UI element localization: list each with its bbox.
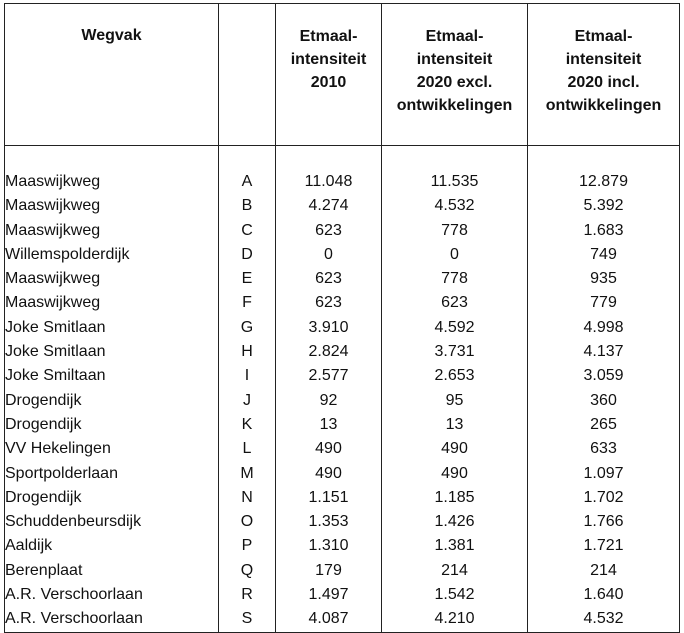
cell-2020-incl: 4.998 (528, 316, 680, 340)
cell-road: Drogendijk (5, 413, 219, 437)
cell-road: Joke Smiltaan (5, 364, 219, 388)
header-2020-excl-line: ontwikkelingen (396, 97, 513, 114)
cell-2010: 1.151 (276, 486, 382, 510)
header-2020-excl-line: intensiteit (416, 51, 493, 68)
cell-2020-excl: 4.592 (382, 316, 528, 340)
header-2020-incl-line: 2020 incl. (567, 74, 640, 91)
cell-2020-excl: 1.542 (382, 583, 528, 607)
cell-2020-excl: 1.185 (382, 486, 528, 510)
table-row (5, 534, 680, 558)
cell-road: Maaswijkweg (5, 170, 219, 194)
cell-code: E (219, 267, 276, 291)
cell-code: B (219, 194, 276, 218)
table-row (5, 243, 680, 267)
cell-code: L (219, 437, 276, 461)
cell-road: Sportpolderlaan (5, 462, 219, 486)
cell-2020-incl: 633 (528, 437, 680, 461)
cell-code: M (219, 462, 276, 486)
cell-code: I (219, 364, 276, 388)
cell-2020-incl: 4.532 (528, 607, 680, 632)
cell-2020-incl: 1.721 (528, 534, 680, 558)
table-row (5, 194, 680, 218)
header-2020-incl (528, 4, 680, 146)
cell-2020-incl: 1.640 (528, 583, 680, 607)
cell-2020-excl: 2.653 (382, 364, 528, 388)
cell-road: A.R. Verschoorlaan (5, 583, 219, 607)
cell-code: D (219, 243, 276, 267)
cell-2020-incl: 1.097 (528, 462, 680, 486)
header-row (5, 4, 680, 146)
cell-2020-excl: 4.532 (382, 194, 528, 218)
cell-2020-excl: 1.381 (382, 534, 528, 558)
spacer-cell (528, 146, 680, 171)
cell-code: R (219, 583, 276, 607)
cell-2010: 0 (276, 243, 382, 267)
table-row (5, 413, 680, 437)
cell-2020-excl: 3.731 (382, 340, 528, 364)
header-2020-excl (382, 4, 528, 146)
cell-2020-excl: 214 (382, 559, 528, 583)
cell-2020-incl: 749 (528, 243, 680, 267)
cell-2020-excl: 1.426 (382, 510, 528, 534)
cell-2010: 2.824 (276, 340, 382, 364)
cell-road: Maaswijkweg (5, 219, 219, 243)
cell-code: J (219, 389, 276, 413)
cell-code: H (219, 340, 276, 364)
cell-2010: 623 (276, 219, 382, 243)
cell-2020-excl: 490 (382, 437, 528, 461)
cell-code: A (219, 170, 276, 194)
spacer-cell (382, 146, 528, 171)
cell-road: Schuddenbeursdijk (5, 510, 219, 534)
cell-2020-incl: 779 (528, 291, 680, 315)
table-body (5, 146, 680, 633)
cell-2020-incl: 265 (528, 413, 680, 437)
table-row (5, 219, 680, 243)
cell-code: C (219, 219, 276, 243)
table-row (5, 291, 680, 315)
cell-2020-excl: 0 (382, 243, 528, 267)
header-2010-line: 2010 (310, 74, 347, 91)
table-header (5, 4, 680, 146)
table-row (5, 437, 680, 461)
header-2010 (276, 4, 382, 146)
spacer-cell (219, 146, 276, 171)
table-row (5, 340, 680, 364)
cell-2020-excl: 778 (382, 267, 528, 291)
header-2020-incl-line: ontwikkelingen (545, 97, 662, 114)
cell-road: Joke Smitlaan (5, 340, 219, 364)
cell-2010: 1.353 (276, 510, 382, 534)
spacer-cell (276, 146, 382, 171)
cell-2020-excl: 778 (382, 219, 528, 243)
header-code (219, 4, 276, 146)
spacer-row (5, 146, 680, 171)
cell-code: S (219, 607, 276, 632)
cell-code: O (219, 510, 276, 534)
cell-2020-excl: 4.210 (382, 607, 528, 632)
cell-2010: 1.310 (276, 534, 382, 558)
table-row (5, 267, 680, 291)
header-2010-line: intensiteit (290, 51, 367, 68)
cell-code: Q (219, 559, 276, 583)
cell-road: Willemspolderdijk (5, 243, 219, 267)
cell-2010: 92 (276, 389, 382, 413)
cell-road: Berenplaat (5, 559, 219, 583)
cell-code: F (219, 291, 276, 315)
cell-2020-excl: 11.535 (382, 170, 528, 194)
cell-road: Maaswijkweg (5, 291, 219, 315)
cell-road: Maaswijkweg (5, 194, 219, 218)
cell-2010: 2.577 (276, 364, 382, 388)
header-2020-excl-line: 2020 excl. (416, 74, 493, 91)
cell-2020-excl: 95 (382, 389, 528, 413)
table-row (5, 462, 680, 486)
cell-2020-incl: 1.702 (528, 486, 680, 510)
cell-2010: 4.274 (276, 194, 382, 218)
cell-2020-incl: 12.879 (528, 170, 680, 194)
table-row (5, 510, 680, 534)
cell-road: Drogendijk (5, 486, 219, 510)
table-row (5, 583, 680, 607)
header-road: Wegvak (5, 4, 219, 146)
header-2010-line: Etmaal- (299, 28, 358, 45)
table-row (5, 389, 680, 413)
traffic-intensity-table (4, 3, 680, 633)
cell-code: K (219, 413, 276, 437)
cell-2010: 490 (276, 462, 382, 486)
table-row (5, 364, 680, 388)
cell-road: A.R. Verschoorlaan (5, 607, 219, 632)
header-2020-excl-line: Etmaal- (425, 28, 484, 45)
cell-2020-incl: 1.766 (528, 510, 680, 534)
cell-2010: 179 (276, 559, 382, 583)
cell-2010: 3.910 (276, 316, 382, 340)
cell-2010: 623 (276, 291, 382, 315)
cell-2020-incl: 3.059 (528, 364, 680, 388)
cell-2010: 1.497 (276, 583, 382, 607)
cell-2020-excl: 13 (382, 413, 528, 437)
cell-2010: 13 (276, 413, 382, 437)
spacer-cell (5, 146, 219, 171)
table-row (5, 316, 680, 340)
cell-2020-incl: 5.392 (528, 194, 680, 218)
cell-road: Maaswijkweg (5, 267, 219, 291)
table-row (5, 170, 680, 194)
cell-2010: 4.087 (276, 607, 382, 632)
cell-road: Joke Smitlaan (5, 316, 219, 340)
cell-2010: 11.048 (276, 170, 382, 194)
table-row (5, 559, 680, 583)
cell-code: P (219, 534, 276, 558)
cell-road: Drogendijk (5, 389, 219, 413)
cell-2020-excl: 623 (382, 291, 528, 315)
cell-2020-incl: 4.137 (528, 340, 680, 364)
cell-code: G (219, 316, 276, 340)
cell-2010: 490 (276, 437, 382, 461)
cell-2010: 623 (276, 267, 382, 291)
cell-road: VV Hekelingen (5, 437, 219, 461)
cell-2020-excl: 490 (382, 462, 528, 486)
cell-2020-incl: 935 (528, 267, 680, 291)
table-row (5, 486, 680, 510)
header-2020-incl-line: intensiteit (565, 51, 642, 68)
cell-code: N (219, 486, 276, 510)
cell-road: Aaldijk (5, 534, 219, 558)
cell-2020-incl: 1.683 (528, 219, 680, 243)
cell-2020-incl: 214 (528, 559, 680, 583)
header-2020-incl-line: Etmaal- (574, 28, 633, 45)
cell-2020-incl: 360 (528, 389, 680, 413)
